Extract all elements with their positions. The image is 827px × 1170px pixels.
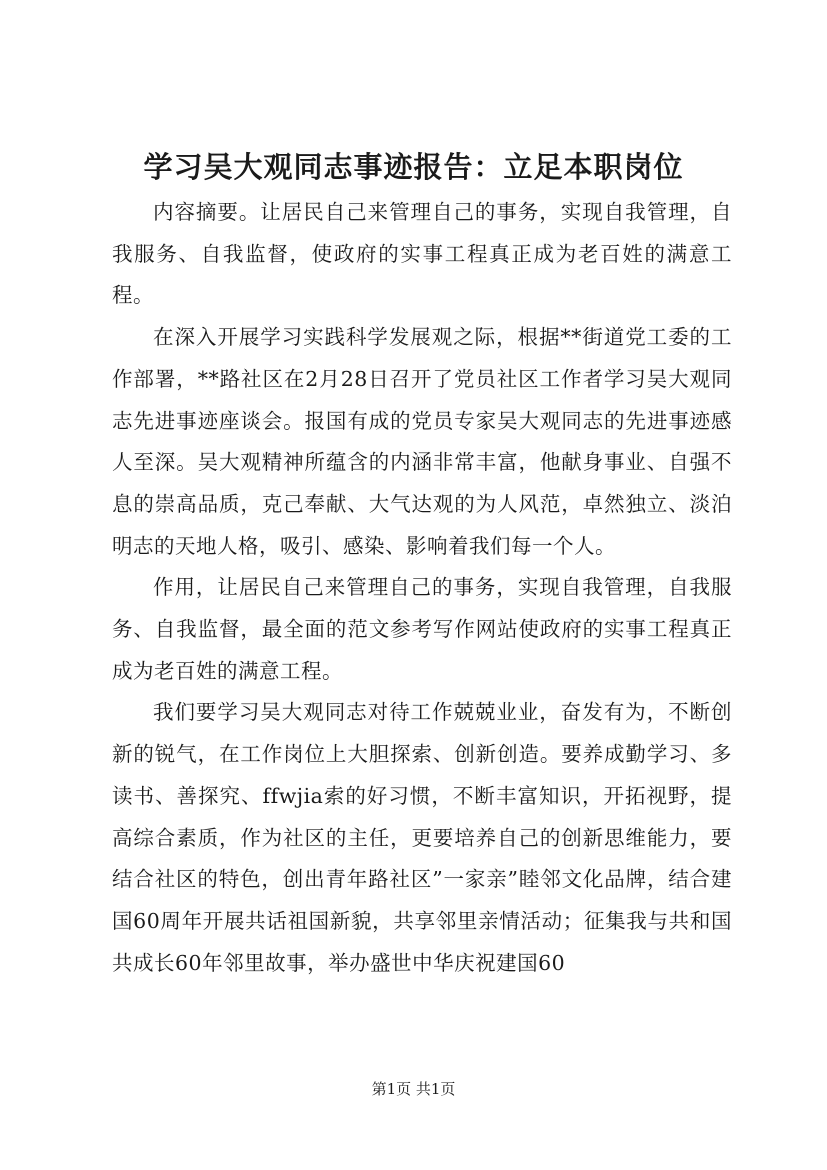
document-body	[112, 192, 732, 984]
paragraph-background: 在深入开展学习实践科学发展观之际，根据**街道党工委的工作部署，**路社区在2月28日召开了党员社区工作者学习吴大观同志先进事迹座谈会。报国有成的党员专家吴大观同志的先进事迹感人至深。吴大观精神所蕴含的内涵非常丰富，他献身事业、自强不息的崇高品质，克己奉献、大气达观的为人风范，卓然独立、淡泊明志的天地人格，吸引、感染、影响着我们每一个人。	[112, 325, 732, 558]
paragraph-effect: 作用，让居民自己来管理自己的事务，实现自我管理，自我服务、自我监督，最全面的范文参考写作网站使政府的实事工程真正成为老百姓的满意工程。	[112, 575, 732, 683]
page-number-footer: 第1页 共1页	[371, 1080, 456, 1098]
document-title: 学习吴大观同志事迹报告：立足本职岗位	[143, 150, 684, 184]
paragraph-learning: 我们要学习吴大观同志对待工作兢兢业业，奋发有为，不断创新的锐气，在工作岗位上大胆探索、创新创造。要养成勤学习、多读书、善探究、ffwjia索的好习惯，不断丰富知识，开拓视野，提高综合素质，作为社区的主任，更要培养自己的创新思维能力，要结合社区的特色，创出青年路社区”一家亲”睦邻文化品牌，结合建国60周年开展共话祖国新貌，共享邻里亲情活动；征集我与共和国共成长60年邻里故事，举办盛世中华庆祝建国60	[112, 700, 732, 975]
paragraph-abstract: 内容摘要。让居民自己来管理自己的事务，实现自我管理，自我服务、自我监督，使政府的实事工程真正成为老百姓的满意工程。	[112, 200, 732, 308]
